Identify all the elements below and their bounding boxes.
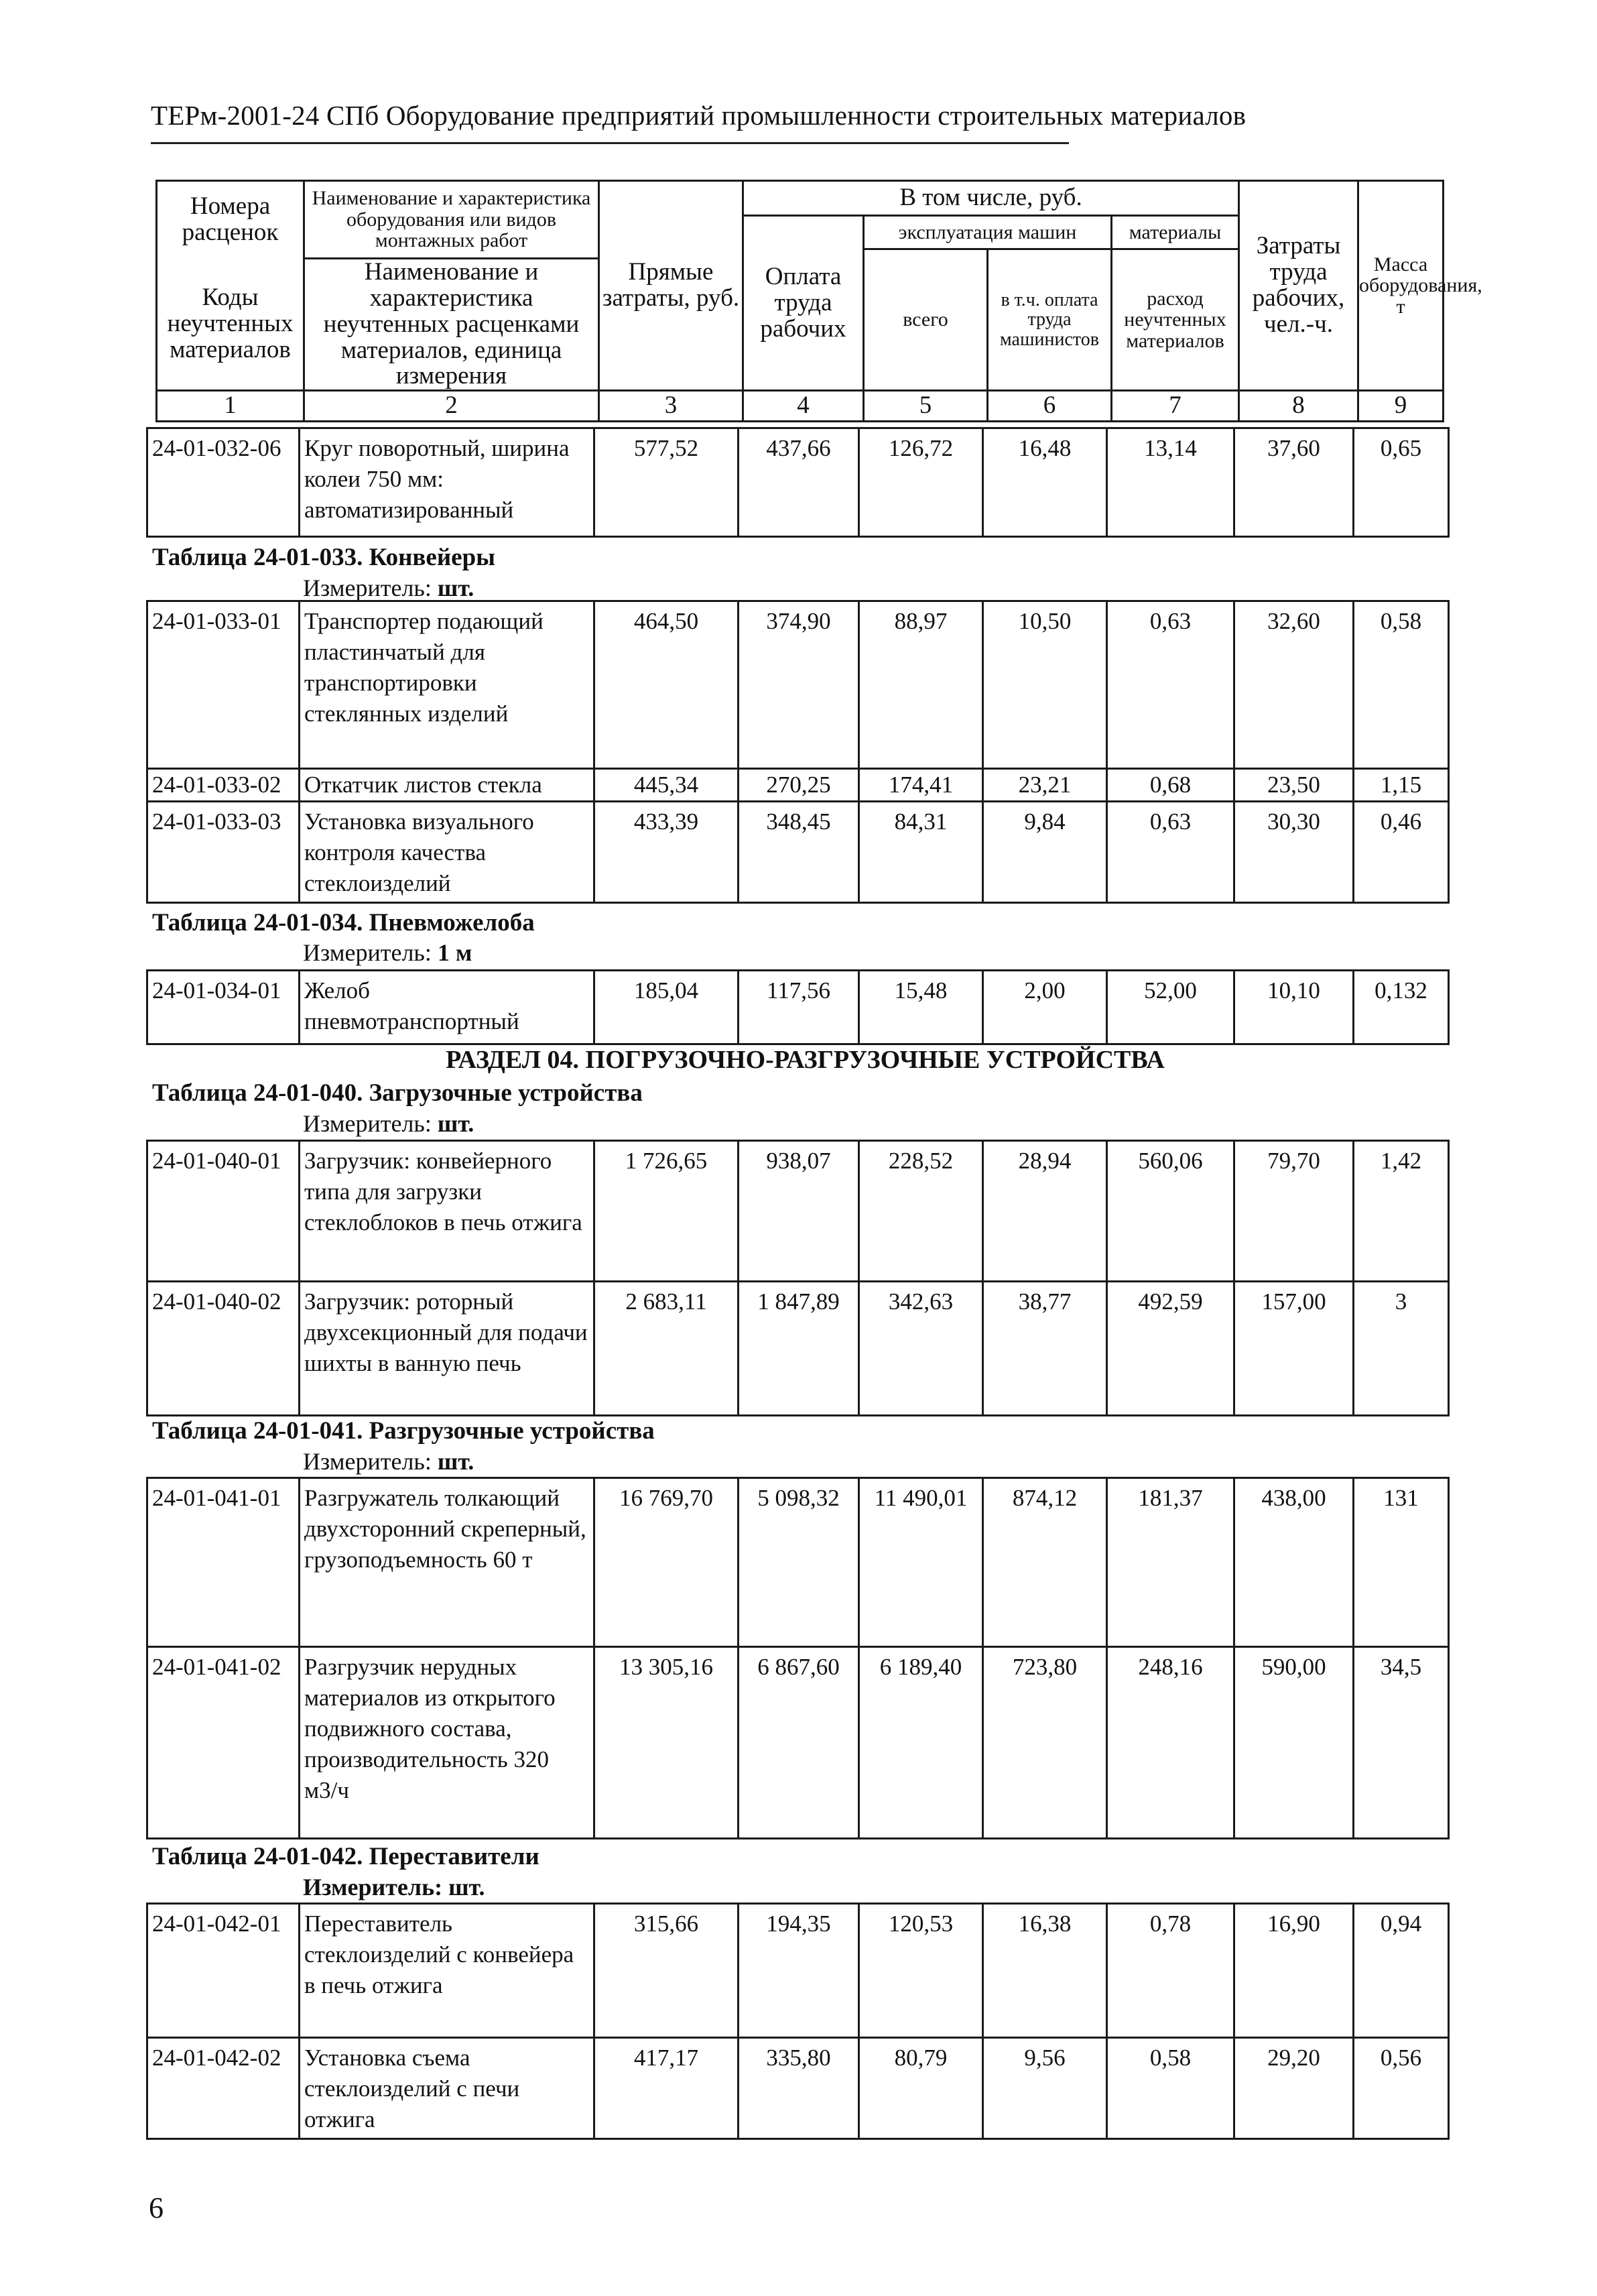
- worker-pay-value: 437,66: [739, 428, 859, 537]
- materials-value: 0,63: [1107, 802, 1234, 903]
- header-worker-pay: Оплата труда рабочих: [743, 216, 864, 391]
- machines-total-value: 174,41: [859, 769, 983, 802]
- direct-costs-value: 464,50: [594, 601, 739, 769]
- worker-pay-value: 335,80: [739, 2038, 859, 2139]
- rate-name: Загрузчик: роторный двухсекционный для подачи шихты в ванную печь: [300, 1282, 594, 1416]
- rates-table: [146, 1902, 1450, 2140]
- header-materials: материалы: [1112, 216, 1239, 249]
- header-rate-number: Номера расценок: [157, 181, 304, 259]
- materials-value: 52,00: [1107, 971, 1234, 1044]
- worker-pay-value: 938,07: [739, 1141, 859, 1282]
- materials-value: 181,37: [1107, 1478, 1234, 1647]
- header-including: В том числе, руб.: [743, 181, 1239, 216]
- machines-total-value: 228,52: [859, 1141, 983, 1282]
- header-unaccounted-materials: расход неучтенных материалов: [1112, 249, 1239, 391]
- mass-value: 0,56: [1354, 2038, 1449, 2139]
- rate-code: 24-01-033-03: [147, 802, 300, 903]
- rate-code: 24-01-041-01: [147, 1478, 300, 1647]
- table-caption: Таблица 24-01-040. Загрузочные устройства: [152, 1079, 643, 1107]
- page-number: 6: [149, 2191, 164, 2224]
- rates-table: [146, 1477, 1450, 1839]
- machines-total-value: 126,72: [859, 428, 983, 537]
- rate-name: Желоб пневмотранспортный: [300, 971, 594, 1044]
- mass-value: 0,94: [1354, 1904, 1449, 2038]
- header-machine-operation: эксплуатация машин: [864, 216, 1112, 249]
- machines-total-value: 342,63: [859, 1282, 983, 1416]
- table-row: [147, 802, 1449, 903]
- unit-of-measure: [303, 1447, 474, 1475]
- operator-pay-value: 723,80: [983, 1647, 1107, 1839]
- direct-costs-value: 445,34: [594, 769, 739, 802]
- column-number: 7: [1112, 391, 1239, 422]
- column-number: 8: [1239, 391, 1358, 422]
- mass-value: 131: [1354, 1478, 1449, 1647]
- header-machines-total: всего: [864, 249, 988, 391]
- table-row: [147, 1647, 1449, 1839]
- materials-value: 13,14: [1107, 428, 1234, 537]
- unit-value: шт.: [448, 1874, 485, 1900]
- operator-pay-value: 16,38: [983, 1904, 1107, 2038]
- unit-value: шт.: [437, 1448, 474, 1475]
- labor-hours-value: 23,50: [1234, 769, 1354, 802]
- rate-code: 24-01-042-01: [147, 1904, 300, 2038]
- table-caption: Таблица 24-01-034. Пневможелоба: [152, 909, 535, 936]
- rate-code: 24-01-040-02: [147, 1282, 300, 1416]
- mass-value: 34,5: [1354, 1647, 1449, 1839]
- table-row: [147, 769, 1449, 802]
- rate-code: 24-01-041-02: [147, 1647, 300, 1839]
- table-row: [147, 428, 1449, 537]
- header-direct-costs: Прямые затраты, руб.: [599, 181, 743, 391]
- machines-total-value: 84,31: [859, 802, 983, 903]
- operator-pay-value: 9,56: [983, 2038, 1107, 2139]
- unit-label: Измеритель:: [303, 1874, 443, 1900]
- rate-code: 24-01-032-06: [147, 428, 300, 537]
- rate-name: Разгружатель толкающий двухсторонний скреперный, грузоподъемность 60 т: [300, 1478, 594, 1647]
- unit-of-measure: [303, 1873, 485, 1901]
- operator-pay-value: 23,21: [983, 769, 1107, 802]
- labor-hours-value: 438,00: [1234, 1478, 1354, 1647]
- table-caption: Таблица 24-01-042. Переставители: [152, 1843, 539, 1870]
- column-number: 3: [599, 391, 743, 422]
- operator-pay-value: 28,94: [983, 1141, 1107, 1282]
- unit-value: 1 м: [437, 939, 472, 966]
- rate-code: 24-01-042-02: [147, 2038, 300, 2139]
- column-number: 4: [743, 391, 864, 422]
- direct-costs-value: 577,52: [594, 428, 739, 537]
- mass-value: 0,65: [1354, 428, 1449, 537]
- direct-costs-value: 433,39: [594, 802, 739, 903]
- unit-label: Измеритель:: [303, 1448, 432, 1475]
- rate-name: Откатчик листов стекла: [300, 769, 594, 802]
- mass-value: 3: [1354, 1282, 1449, 1416]
- operator-pay-value: 9,84: [983, 802, 1107, 903]
- worker-pay-value: 374,90: [739, 601, 859, 769]
- labor-hours-value: 79,70: [1234, 1141, 1354, 1282]
- header-labor-hours: Затраты труда рабочих, чел.-ч.: [1239, 181, 1358, 391]
- labor-hours-value: 32,60: [1234, 601, 1354, 769]
- rates-table: [146, 600, 1450, 904]
- worker-pay-value: 270,25: [739, 769, 859, 802]
- table-row: [147, 1282, 1449, 1416]
- labor-hours-value: 16,90: [1234, 1904, 1354, 2038]
- machines-total-value: 11 490,01: [859, 1478, 983, 1647]
- header-work-name: Наименование и характеристика оборудования или видов монтажных работ: [304, 181, 599, 259]
- document-title: ТЕРм-2001-24 СПб Оборудование предприятий промышленности строительных материалов: [151, 100, 1247, 131]
- worker-pay-value: 117,56: [739, 971, 859, 1044]
- rate-name: Транспортер подающий пластинчатый для транспортировки стеклянных изделий: [300, 601, 594, 769]
- table-row: [147, 601, 1449, 769]
- rate-name: Установка визуального контроля качества стеклоизделий: [300, 802, 594, 903]
- direct-costs-value: 13 305,16: [594, 1647, 739, 1839]
- machines-total-value: 15,48: [859, 971, 983, 1044]
- header-material-codes: Коды неучтенных материалов: [157, 259, 304, 391]
- rate-name: Разгрузчик нерудных материалов из открытого подвижного состава, производительность 320 м3/ч: [300, 1647, 594, 1839]
- unit-of-measure: [303, 574, 474, 602]
- labor-hours-value: 30,30: [1234, 802, 1354, 903]
- materials-value: 0,68: [1107, 769, 1234, 802]
- materials-value: 492,59: [1107, 1282, 1234, 1416]
- machines-total-value: 6 189,40: [859, 1647, 983, 1839]
- materials-value: 248,16: [1107, 1647, 1234, 1839]
- rate-code: 24-01-040-01: [147, 1141, 300, 1282]
- unit-label: Измеритель:: [303, 1110, 432, 1137]
- machines-total-value: 80,79: [859, 2038, 983, 2139]
- column-header-table: [155, 180, 1482, 422]
- rate-name: Круг поворотный, ширина колеи 750 мм: автоматизированный: [300, 428, 594, 537]
- header-equipment-mass: Масса оборудования, т: [1358, 181, 1444, 391]
- table-row: [147, 971, 1449, 1044]
- direct-costs-value: 16 769,70: [594, 1478, 739, 1647]
- rate-code: 24-01-034-01: [147, 971, 300, 1044]
- rates-table: [146, 969, 1450, 1045]
- column-number: 2: [304, 391, 599, 422]
- labor-hours-value: 10,10: [1234, 971, 1354, 1044]
- column-number: 1: [157, 391, 304, 422]
- materials-value: 0,63: [1107, 601, 1234, 769]
- direct-costs-value: 1 726,65: [594, 1141, 739, 1282]
- labor-hours-value: 29,20: [1234, 2038, 1354, 2139]
- direct-costs-value: 2 683,11: [594, 1282, 739, 1416]
- rate-code: 24-01-033-02: [147, 769, 300, 802]
- unit-of-measure: [303, 939, 472, 967]
- rates-table: [146, 427, 1450, 538]
- table-row: [147, 2038, 1449, 2139]
- rate-name: Установка съема стеклоизделий с печи отжига: [300, 2038, 594, 2139]
- column-number: 9: [1358, 391, 1444, 422]
- rate-code: 24-01-033-01: [147, 601, 300, 769]
- direct-costs-value: 417,17: [594, 2038, 739, 2139]
- worker-pay-value: 6 867,60: [739, 1647, 859, 1839]
- mass-value: 0,46: [1354, 802, 1449, 903]
- mass-value: 1,15: [1354, 769, 1449, 802]
- table-row: [147, 1478, 1449, 1647]
- section-heading: РАЗДЕЛ 04. ПОГРУЗОЧНО-РАЗГРУЗОЧНЫЕ УСТРОЙСТВА: [446, 1046, 1165, 1074]
- mass-value: 1,42: [1354, 1141, 1449, 1282]
- materials-value: 0,78: [1107, 1904, 1234, 2038]
- mass-value: 0,132: [1354, 971, 1449, 1044]
- title-underline: [151, 142, 1069, 144]
- operator-pay-value: 2,00: [983, 971, 1107, 1044]
- labor-hours-value: 590,00: [1234, 1647, 1354, 1839]
- rate-name: Переставитель стеклоизделий с конвейера в печь отжига: [300, 1904, 594, 2038]
- worker-pay-value: 1 847,89: [739, 1282, 859, 1416]
- unit-of-measure: [303, 1109, 474, 1138]
- rates-table: [146, 1140, 1450, 1416]
- unit-value: шт.: [437, 1110, 474, 1137]
- operator-pay-value: 38,77: [983, 1282, 1107, 1416]
- table-caption: Таблица 24-01-033. Конвейеры: [152, 544, 496, 571]
- worker-pay-value: 348,45: [739, 802, 859, 903]
- worker-pay-value: 194,35: [739, 1904, 859, 2038]
- worker-pay-value: 5 098,32: [739, 1478, 859, 1647]
- materials-value: 560,06: [1107, 1141, 1234, 1282]
- column-number: 5: [864, 391, 988, 422]
- materials-value: 0,58: [1107, 2038, 1234, 2139]
- rate-name: Загрузчик: конвейерного типа для загрузки стеклоблоков в печь отжига: [300, 1141, 594, 1282]
- labor-hours-value: 37,60: [1234, 428, 1354, 537]
- unit-label: Измеритель:: [303, 939, 432, 966]
- table-row: [147, 1141, 1449, 1282]
- header-operator-pay: в т.ч. оплата труда машинистов: [988, 249, 1112, 391]
- operator-pay-value: 874,12: [983, 1478, 1107, 1647]
- labor-hours-value: 157,00: [1234, 1282, 1354, 1416]
- direct-costs-value: 185,04: [594, 971, 739, 1044]
- table-row: [147, 1904, 1449, 2038]
- direct-costs-value: 315,66: [594, 1904, 739, 2038]
- column-number: 6: [988, 391, 1112, 422]
- header-material-names: Наименование и характеристика неучтенных расценками материалов, единица измерения: [304, 259, 599, 391]
- operator-pay-value: 10,50: [983, 601, 1107, 769]
- mass-value: 0,58: [1354, 601, 1449, 769]
- table-caption: Таблица 24-01-041. Разгрузочные устройства: [152, 1417, 655, 1445]
- machines-total-value: 120,53: [859, 1904, 983, 2038]
- unit-label: Измеритель:: [303, 575, 432, 601]
- operator-pay-value: 16,48: [983, 428, 1107, 537]
- unit-value: шт.: [437, 575, 474, 601]
- machines-total-value: 88,97: [859, 601, 983, 769]
